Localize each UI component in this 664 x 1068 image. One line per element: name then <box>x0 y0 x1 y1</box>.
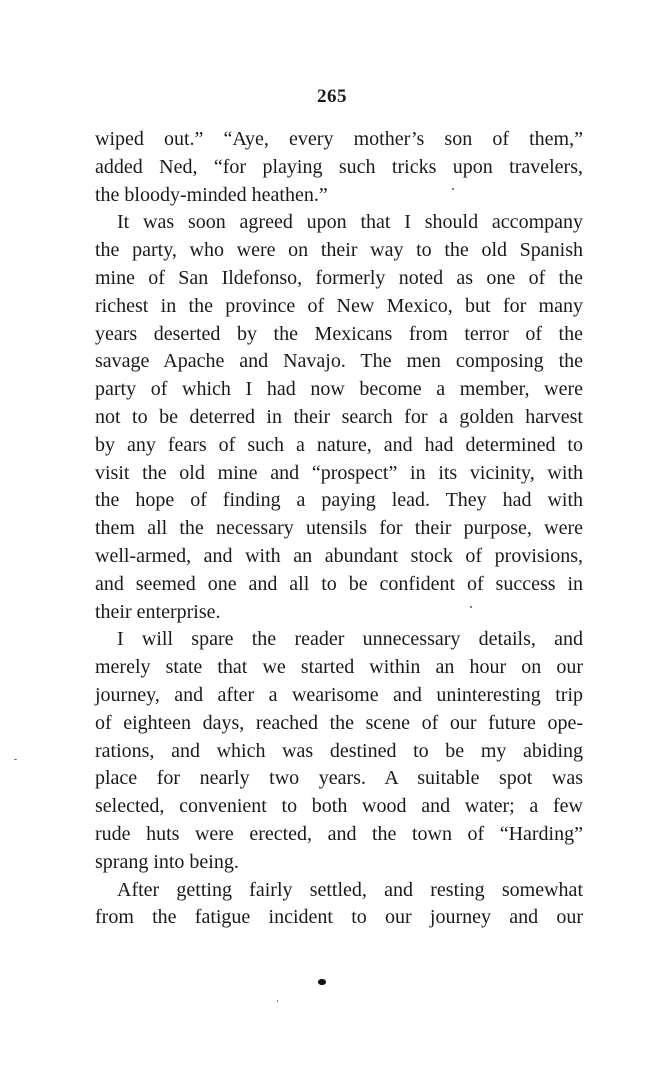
text-line: place for nearly two years. A suitable spot was <box>95 767 583 790</box>
text-line: the bloody-minded heathen.” <box>95 183 328 206</box>
text-line: merely state that we started within an hour on our <box>95 656 583 679</box>
ink-speck <box>470 606 472 608</box>
text-line: not to be deterred in their search for a golden harvest <box>95 405 583 428</box>
printer-mark-icon <box>316 976 328 988</box>
text-line: and seemed one and all to be confident of success in <box>95 572 583 595</box>
ink-speck <box>14 759 17 760</box>
text-line: rations, and which was destined to be my abiding <box>95 739 583 762</box>
text-line: party of which I had now become a member, were <box>95 378 583 401</box>
text-line: mine of San Ildefonso, formerly noted as one of the <box>95 266 583 289</box>
text-line: richest in the province of New Mexico, but for many <box>95 294 583 317</box>
text-line: of eighteen days, reached the scene of our future ope- <box>95 711 583 734</box>
ink-speck <box>277 1000 278 1002</box>
text-line: the party, who were on their way to the old Spanish <box>95 239 583 262</box>
text-line: by any fears of such a nature, and had determined to <box>95 433 583 456</box>
ink-speck <box>452 188 454 190</box>
page-number: 265 <box>317 86 347 107</box>
text-line: journey, and after a wearisome and uninteresting trip <box>95 683 583 706</box>
body-text <box>95 126 583 932</box>
text-line: added Ned, “for playing such tricks upon travelers, <box>95 155 583 178</box>
text-line: sprang into being. <box>95 850 239 873</box>
text-line: selected, convenient to both wood and water; a few <box>95 795 583 818</box>
text-line: After getting fairly settled, and resting somewhat <box>117 878 583 901</box>
text-line: them all the necessary utensils for their purpose, were <box>95 517 583 540</box>
text-line: savage Apache and Navajo. The men composing the <box>95 350 583 373</box>
text-line: wiped out.” “Aye, every mother’s son of them,” <box>95 128 583 150</box>
text-line: their enterprise. <box>95 600 221 623</box>
text-line: from the fatigue incident to our journey and our <box>95 906 583 929</box>
text-line: rude huts were erected, and the town of “Harding” <box>95 822 583 845</box>
text-line: well-armed, and with an abundant stock of provisions, <box>95 544 583 567</box>
text-line: the hope of finding a paying lead. They had with <box>95 489 583 512</box>
text-line: years deserted by the Mexicans from terror of the <box>95 322 583 345</box>
text-line: I will spare the reader unnecessary details, and <box>117 628 583 651</box>
text-line: It was soon agreed upon that I should accompany <box>117 211 583 234</box>
text-line: visit the old mine and “prospect” in its vicinity, with <box>95 461 583 484</box>
